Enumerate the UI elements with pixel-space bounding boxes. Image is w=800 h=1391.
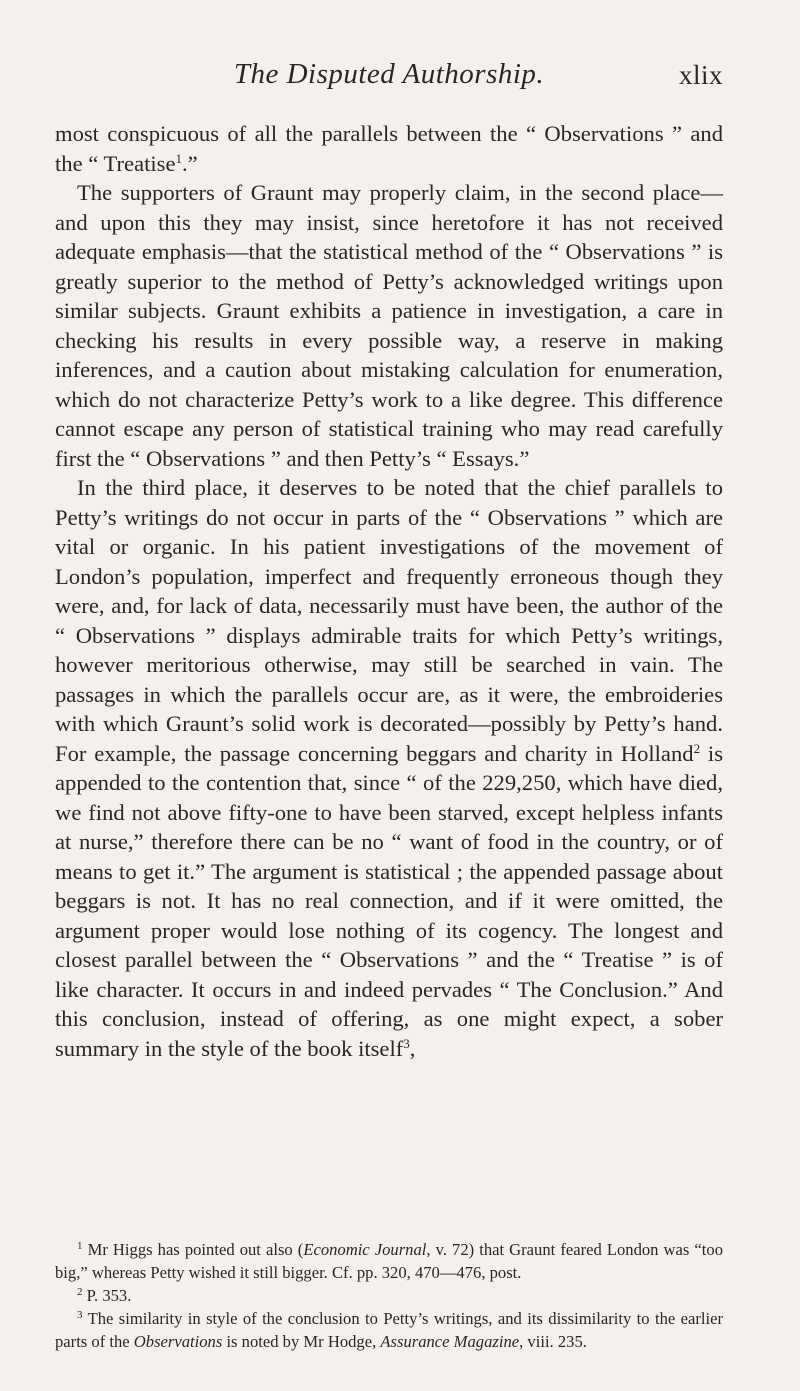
footnote-mark: 1 xyxy=(77,1240,83,1252)
text-run: .” xyxy=(181,150,198,176)
page-number: xlix xyxy=(678,60,723,90)
footnote-mark: 3 xyxy=(77,1309,83,1321)
running-head xyxy=(55,58,723,98)
footnotes xyxy=(55,1238,723,1353)
footnote-3 xyxy=(55,1307,723,1353)
text-run: P. 353. xyxy=(82,1286,132,1305)
text-run: is noted by Mr Hodge, xyxy=(222,1332,381,1351)
text-run: In the third place, it deserves to be noted that the chief parallels to Petty’s writings do not occur in parts of the “ Observations ” which are vital or organic. In his patient investigations of the movement of London’s population, imperfect and frequently erroneous though they were, and, for lack of data, necessarily must have been, the author of the “ Observations ” displays admirable traits for which Petty’s writings, however meritorious otherwise, may still be searched in vain. The passages in which the parallels occur are, as it were, the embroideries with which Graunt’s solid work is decorated—possibly by Petty’s hand. For example, the passage concerning beggars and charity in Holland xyxy=(55,475,723,766)
observations-title: Observations xyxy=(133,1332,223,1351)
text-run: The similarity in style of the conclusion to Petty’s writings, and its dissimilarity to the earlier parts of the xyxy=(55,1309,723,1351)
footnote-1 xyxy=(55,1238,723,1284)
main-text xyxy=(55,119,723,1063)
paragraph-statistical-method: The supporters of Graunt may properly claim, in the second place—and upon this they may insist, since heretofore it has not received adequate emphasis—that the statistical method of the “ Observations ” is greatly superior to the method of Petty’s acknowledged writings upon similar subjects. Graunt exhibits a patience in investigation, a care in checking his results in every possible way, a reserve in making inferences, and a caution about mistaking calculation for enumeration, which do not characterize Petty’s work to a like degree. This difference cannot escape any person of statistical training who may read carefully first the “ Observations ” and then Petty’s “ Essays.” xyxy=(55,180,723,471)
footnote-ref-3: 3 xyxy=(403,1035,410,1051)
text-run: , v. 72) that Graunt feared London was “too big,” whereas Petty wished it still bigger. Cf. pp. 320, 470—476, post. xyxy=(55,1240,723,1282)
footnote-2 xyxy=(55,1284,723,1307)
text-run: is appended to the contention that, since “ of the 229,250, which have died, we find not above fifty-one to have been starved, except helpless infants at nurse,” therefore there can be no “ want of food in the country, or of means to get it.” The argument is statistical ; the appended passage about beggars is not. It has no real connection, and if it were omitted, the argument proper would lose nothing of its cogency. The longest and closest parallel between the “ Observations ” and the “ Treatise ” is of like character. It occurs in and indeed pervades “ The Conclusion.” And this conclusion, instead of offering, as one might expect, a sober summary in the style of the book itself xyxy=(55,740,723,1061)
footnote-ref-1: 1 xyxy=(175,150,182,166)
magazine-title: Assurance Magazine xyxy=(380,1332,520,1351)
paragraph-continued xyxy=(55,119,723,178)
text-run: Mr Higgs has pointed out also ( xyxy=(82,1240,304,1259)
footnote-ref-2: 2 xyxy=(693,740,701,756)
text-run: , xyxy=(409,1035,416,1061)
footnote-mark: 2 xyxy=(77,1286,83,1298)
paragraph-parallels xyxy=(55,473,723,1063)
text-run: , viii. 235. xyxy=(519,1332,587,1351)
journal-title: Economic Journal xyxy=(303,1240,427,1259)
running-title: The Disputed Authorship. xyxy=(233,58,545,90)
text-run: most conspicuous of all the parallels between the “ Observations ” and the “ Treatise xyxy=(55,121,723,176)
